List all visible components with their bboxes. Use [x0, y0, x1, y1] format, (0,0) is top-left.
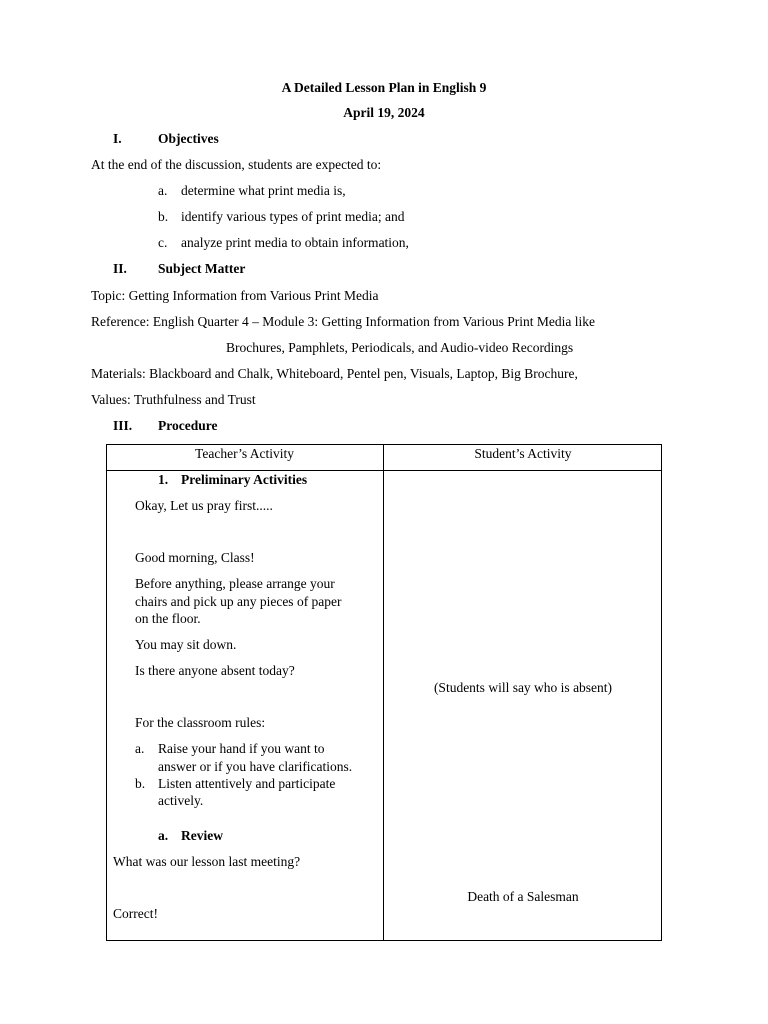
teacher-arrange-line-3: on the floor. — [135, 611, 201, 626]
rule-a-line-1: Raise your hand if you want to — [158, 741, 325, 756]
student-review-response: Death of a Salesman — [467, 889, 579, 904]
procedure-numeral: III. — [113, 418, 133, 433]
objectives-intro: At the end of the discussion, students are expected to: — [91, 157, 382, 172]
materials-line: Materials: Blackboard and Chalk, Whiteboard, Pentel pen, Visuals, Laptop, Big Brochure, — [91, 366, 578, 381]
topic-line: Topic: Getting Information from Various Print Media — [91, 288, 379, 303]
teacher-arrange-line-1: Before anything, please arrange your — [135, 576, 335, 591]
reference-line-1: Reference: English Quarter 4 – Module 3: Getting Information from Various Print Media like — [91, 314, 596, 329]
teacher-correct: Correct! — [113, 906, 158, 921]
teacher-review-question: What was our lesson last meeting? — [113, 854, 301, 869]
objectives-numeral: I. — [113, 131, 122, 146]
document-title: A Detailed Lesson Plan in English 9 — [281, 80, 487, 95]
prelim-heading: Preliminary Activities — [181, 472, 308, 487]
prelim-marker: 1. — [158, 472, 169, 487]
rule-a-marker: a. — [135, 741, 145, 756]
objective-b-text: identify various types of print media; and — [181, 209, 405, 224]
objective-a-text: determine what print media is, — [181, 183, 346, 198]
objectives-heading: Objectives — [158, 131, 219, 146]
document-date: April 19, 2024 — [343, 105, 425, 120]
reference-line-2: Brochures, Pamphlets, Periodicals, and Audio-video Recordings — [226, 340, 574, 355]
rule-a-line-2: answer or if you have clarifications. — [158, 759, 353, 774]
rule-b-marker: b. — [135, 776, 146, 791]
teacher-greet: Good morning, Class! — [135, 550, 255, 565]
subject-matter-heading: Subject Matter — [158, 261, 246, 276]
procedure-heading: Procedure — [158, 418, 218, 433]
values-line: Values: Truthfulness and Trust — [91, 392, 256, 407]
review-marker: a. — [158, 828, 169, 843]
objective-c-text: analyze print media to obtain information, — [181, 235, 409, 250]
rule-b-line-2: actively. — [158, 793, 204, 808]
review-heading: Review — [181, 828, 223, 843]
objective-b-marker: b. — [158, 209, 169, 224]
objective-c-marker: c. — [158, 235, 168, 250]
teacher-arrange-line-2: chairs and pick up any pieces of paper — [135, 594, 342, 609]
student-absent-response: (Students will say who is absent) — [433, 680, 613, 695]
rule-b-line-1: Listen attentively and participate — [158, 776, 336, 791]
header-student-activity: Student’s Activity — [474, 446, 572, 461]
header-teacher-activity: Teacher’s Activity — [195, 446, 294, 461]
objective-a-marker: a. — [158, 183, 168, 198]
subject-matter-numeral: II. — [113, 261, 127, 276]
teacher-sit: You may sit down. — [135, 637, 237, 652]
teacher-absent-question: Is there anyone absent today? — [135, 663, 295, 678]
teacher-pray: Okay, Let us pray first..... — [135, 498, 273, 513]
teacher-rules: For the classroom rules: — [135, 715, 266, 730]
